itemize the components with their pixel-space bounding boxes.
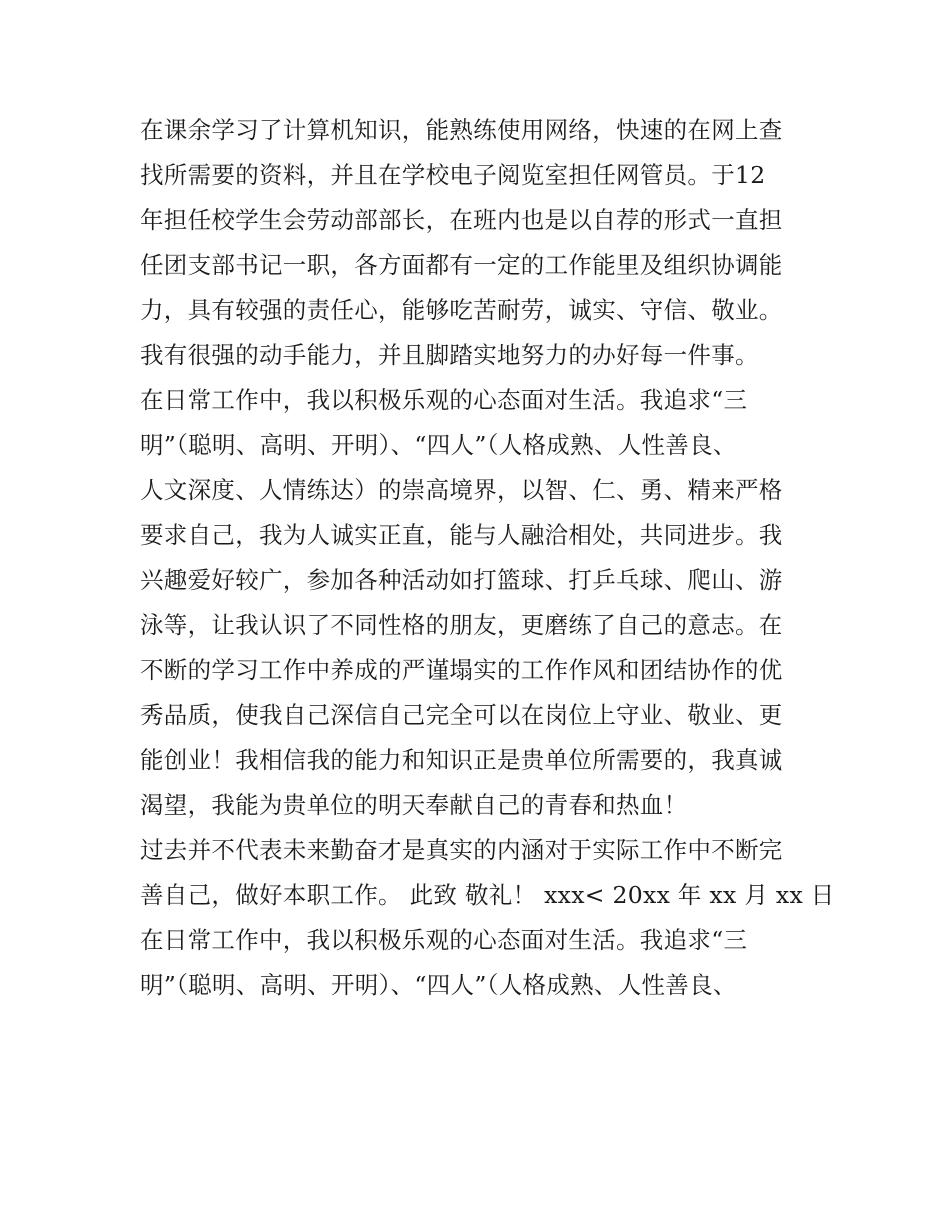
text-line: 在课余学习了计算机知识，能熟练使用网络，快速的在网上查 [140,116,783,144]
text-line: 要求自己，我为人诚实正直，能与人融洽相处，共同进步。我 [140,521,783,549]
text-line: 兴趣爱好较广，参加各种活动如打篮球、打乒乓球、爬山、游 [140,566,783,594]
text-line: 年担任校学生会劳动部部长，在班内也是以自荐的形式一直担 [140,206,783,234]
text-line: 我有很强的动手能力，并且脚踏实地努力的办好每一件事。 [140,341,759,369]
text-line: 任团支部书记一职，各方面都有一定的工作能里及组织协调能 [140,251,783,279]
text-line: 找所需要的资料，并且在学校电子阅览室担任网管员。于12 [140,161,766,189]
text-line: 明”（聪明、高明、开明）、“四人”（人格成熟、人性善良、 [140,971,737,999]
text-line: 能创业！我相信我的能力和知识正是贵单位所需要的，我真诚 [140,746,783,774]
text-line: 过去并不代表未来勤奋才是真实的内涵对于实际工作中不断完 [140,836,783,864]
text-line: 在日常工作中，我以积极乐观的心态面对生活。我追求“三 [140,926,748,954]
text-line: 在日常工作中，我以积极乐观的心态面对生活。我追求“三 [140,386,748,414]
text-line: 秀品质，使我自己深信自己完全可以在岗位上守业、敬业、更 [140,701,783,729]
text-line: 泳等，让我认识了不同性格的朋友，更磨练了自己的意志。在 [140,611,783,639]
text-line: 善自己，做好本职工作。 此致 敬礼！ xxx< 20xx 年 xx 月 xx 日 [140,881,835,909]
body-text [140,108,835,1008]
text-line: 明”（聪明、高明、开明）、“四人”（人格成熟、人性善良、 [140,431,737,459]
text-line: 渴望，我能为贵单位的明天奉献自己的青春和热血！ [140,791,688,819]
text-line: 人文深度、人情练达）的崇高境界，以智、仁、勇、精来严格 [140,476,783,504]
text-line: 不断的学习工作中养成的严谨塌实的工作作风和团结协作的优 [140,656,783,684]
text-line: 力，具有较强的责任心，能够吃苦耐劳，诚实、守信、敬业。 [140,296,783,324]
